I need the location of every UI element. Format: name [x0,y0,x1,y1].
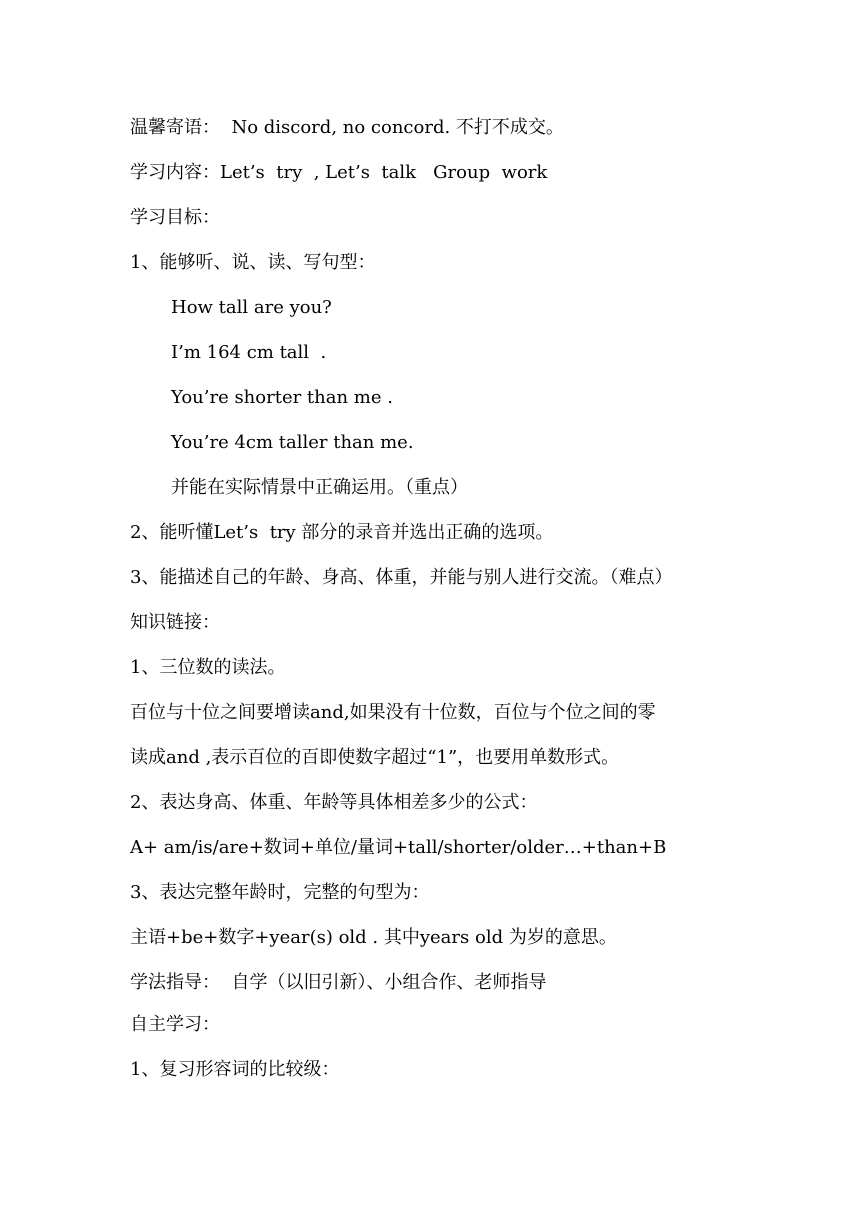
self-study-heading: 自主学习： [130,1014,220,1035]
self-study-1-line: 1、复习形容词的比较级： [130,1059,340,1080]
warm-message-line: 温馨寄语： No discord, no concord. 不打不成交。 [130,117,564,138]
knowledge-1-detail-b: 读成and ,表示百位的百即使数字超过“1”，也要用单数形式。 [130,747,620,768]
goal-1-note: 并能在实际情景中正确运用。（重点） [171,477,468,498]
learning-content-line: 学习内容：Let’s try , Let’s talk Group work [130,162,548,183]
age-pattern-line: 主语+be+数字+year(s) old . 其中years old 为岁的意思。 [130,927,617,948]
study-method-line: 学法指导： 自学（以旧引新）、小组合作、老师指导 [130,972,547,993]
sentence-pattern-3: You’re shorter than me . [171,387,393,408]
goal-3-line: 3、能描述自己的年龄、身高、体重，并能与别人进行交流。（难点） [130,567,673,588]
sentence-pattern-4: You’re 4cm taller than me. [171,432,414,453]
knowledge-1-line: 1、三位数的读法。 [130,657,286,678]
goal-1-line: 1、能够听、说、读、写句型： [130,252,376,273]
formula-line: A+ am/is/are+数词+单位/量词+tall/shorter/older…+than+B [130,837,667,858]
knowledge-2-line: 2、表达身高、体重、年龄等具体相差多少的公式： [130,792,538,813]
knowledge-3-line: 3、表达完整年龄时，完整的句型为： [130,882,430,903]
sentence-pattern-2: I’m 164 cm tall . [171,342,327,363]
goal-2-line: 2、能听懂Let’s try 部分的录音并选出正确的选项。 [130,522,554,543]
learning-goals-heading: 学习目标： [130,207,220,228]
sentence-pattern-1: How tall are you? [171,297,332,318]
knowledge-link-heading: 知识链接： [130,612,220,633]
knowledge-1-detail-a: 百位与十位之间要增读and,如果没有十位数，百位与个位之间的零 [130,702,656,723]
